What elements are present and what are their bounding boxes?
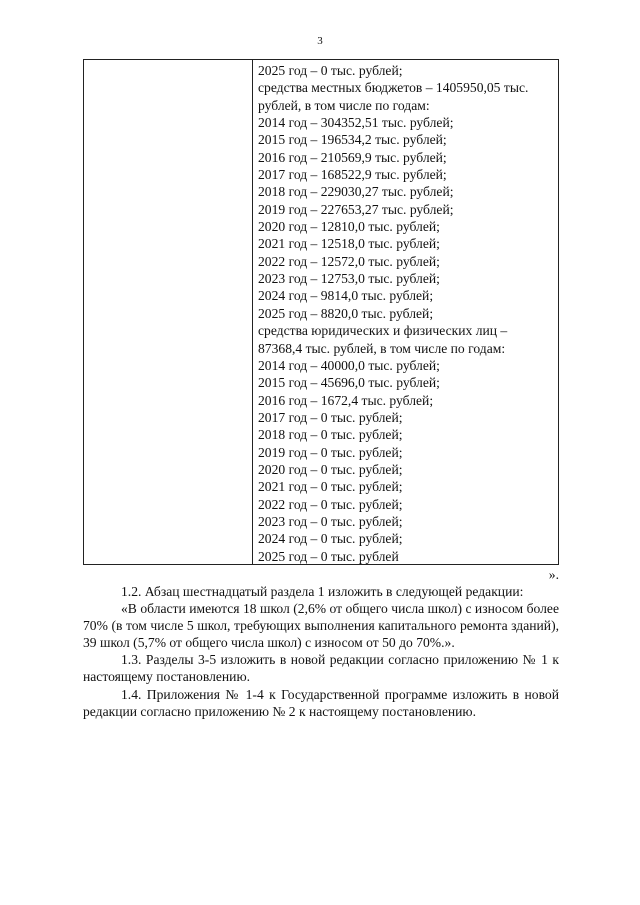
table-left-cell [84,60,253,564]
body-text [83,583,559,720]
table-line: 2019 год – 227653,27 тыс. рублей; [258,201,454,217]
table-line: 2023 год – 12753,0 тыс. рублей; [258,271,440,287]
closing-quote: ». [548,567,559,582]
paragraph-1-2: 1.2. Абзац шестнадцатый раздела 1 изложить в следующей редакции: [121,584,524,599]
table-line: рублей, в том числе по годам: [258,97,430,113]
table-line: 2016 год – 1672,4 тыс. рублей; [258,392,434,408]
table-line: 2020 год – 0 тыс. рублей; [258,461,403,477]
budget-table [83,59,559,565]
paragraph-1-4: 1.4. Приложения № 1-4 к Государственной программе изложить в новой редакции согласно приложению № 2 к настоящему постановлению. [83,686,559,719]
table-line: 87368,4 тыс. рублей, в том числе по годам: [258,340,506,356]
table-line: 2014 год – 40000,0 тыс. рублей; [258,357,440,373]
table-line: 2015 год – 196534,2 тыс. рублей; [258,132,447,148]
table-line: 2024 год – 0 тыс. рублей; [258,531,403,547]
table-right-cell [253,60,558,564]
table-line: 2025 год – 8820,0 тыс. рублей; [258,305,434,321]
table-line: 2016 год – 210569,9 тыс. рублей; [258,149,447,165]
table-line: 2014 год – 304352,51 тыс. рублей; [258,115,454,131]
table-line: 2021 год – 0 тыс. рублей; [258,479,403,495]
table-line: 2018 год – 229030,27 тыс. рублей; [258,184,454,200]
table-line: 2021 год – 12518,0 тыс. рублей; [258,236,440,252]
table-line: 2022 год – 12572,0 тыс. рублей; [258,253,440,269]
table-line: средства местных бюджетов – 1405950,05 тыс. [258,80,529,96]
table-line: средства юридических и физических лиц – [258,323,508,339]
table-line: 2017 год – 168522,9 тыс. рублей; [258,167,447,183]
table-line: 2015 год – 45696,0 тыс. рублей; [258,375,440,391]
table-line: 2022 год – 0 тыс. рублей; [258,496,403,512]
table-line: 2017 год – 0 тыс. рублей; [258,409,403,425]
table-line: 2023 год – 0 тыс. рублей; [258,513,403,529]
table-line: 2018 год – 0 тыс. рублей; [258,427,403,443]
table-line: 2024 год – 9814,0 тыс. рублей; [258,288,434,304]
table-line: 2025 год – 0 тыс. рублей [258,548,399,564]
table-line: 2020 год – 12810,0 тыс. рублей; [258,219,440,235]
paragraph-quote: «В области имеются 18 школ (2,6% от общего числа школ) с износом более 70% (в том числе 5 школ, требующих выполнения капитального ремонта зданий), 39 школ (5,7% от общего числа школ) с износом от 50 до 70%.». [83,601,559,651]
page-number: 3 [317,35,323,47]
paragraph-1-3: 1.3. Разделы 3-5 изложить в новой редакции согласно приложению № 1 к настоящему постановлению. [83,652,559,685]
table-line: 2025 год – 0 тыс. рублей; [258,63,403,78]
table-line: 2019 год – 0 тыс. рублей; [258,444,403,460]
